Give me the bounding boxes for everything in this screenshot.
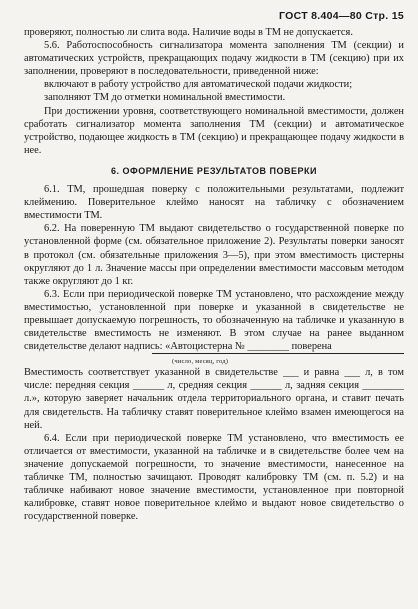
paragraph: 6.2. На поверенную ТМ выдают свидетельство о государственной поверке по установленной форме (см. обязательное приложение 2). Результаты поверки заносят в протокол (см. обязательные приложения 3—5), при этом вместимость цистерны округляют до 1 л. Значение массы при определении вместимости массовым методом также округляют до 1 кг. [24,223,404,287]
paragraph: включают в работу устройство для автоматической подачи жидкости; [44,79,353,91]
paragraph: 5.6. Работоспособность сигнализатора момента заполнения ТМ (секции) и автоматических устройств, прекращающих подачу жидкости в ТМ (секцию) при их заполнении, проверяют в последовательности, приведенной ниже: [24,40,404,78]
paragraph: 6.1. ТМ, прошедшая поверку с положительными результатами, подлежит клеймению. Поверительное клеймо наносят на табличку с обозначением вместимости ТМ. [24,184,404,222]
paragraph: проверяют, полностью ли слита вода. Наличие воды в ТМ не допускается. [24,27,353,38]
paragraph: Вместимость соответствует указанной в свидетельстве ___ и равна ___ л, в том числе: передняя секция ______ л, средняя секция ______ л, задняя секция ________ л.», которую заверяет начальник отдела территориального органа, и ставит печать для свидетельств. На табличку ставят поверительное клеймо взамен имеющегося на ней. [24,367,404,431]
paragraph: 6.3. Если при периодической поверке ТМ установлено, что расхождение между вместимостью, установленной при поверке и указанной в свидетельстве не превышает допускаемую погрешность, то обозначенную на табличке и указанную в свидетельстве вместимость не изменяют. В этом случае на ранее выданном свидетельстве делают надпись: «Автоцистерна № ________ поверена [24,288,404,353]
paragraph: При достижении уровня, соответствующего номинальной вместимости, должен сработать сигнализатор момента заполнения ТМ (секции) и автоматическое устройство, подающее жидкость в ТМ (секцию) и прекращающее подачу жидкости в нее. [24,105,404,156]
top-paragraphs [24,26,404,157]
date-underline [152,353,404,354]
paragraph: 6.4. Если при периодической поверке ТМ установлено, что вместимость ее отличается от вместимости, указанной на табличке и в свидетельстве более чем на значение допускаемой погрешности, то значение вместимости, нанесенное на табличке ТМ, полностью зачищают. Проводят калибровку ТМ (см. п. 5.2) и на табличке набивают новое значение вместимости, установленное при повторной калибровке, ставят новое поверительное клеймо и выдают новое свидетельство о государственной поверке. [24,432,404,523]
paragraph: заполняют ТМ до отметки номинальной вместимости. [44,92,286,104]
section-title: 6. ОФОРМЛЕНИЕ РЕЗУЛЬТАТОВ ПОВЕРКИ [111,165,317,176]
document-body [24,26,404,523]
bottom-paragraphs [24,366,404,523]
date-caption: (число, месяц, год) [172,358,229,366]
middle-paragraphs [24,183,404,353]
date-caption-line [24,353,404,366]
page-header: ГОСТ 8.404—80 Стр. 15 [279,10,404,22]
